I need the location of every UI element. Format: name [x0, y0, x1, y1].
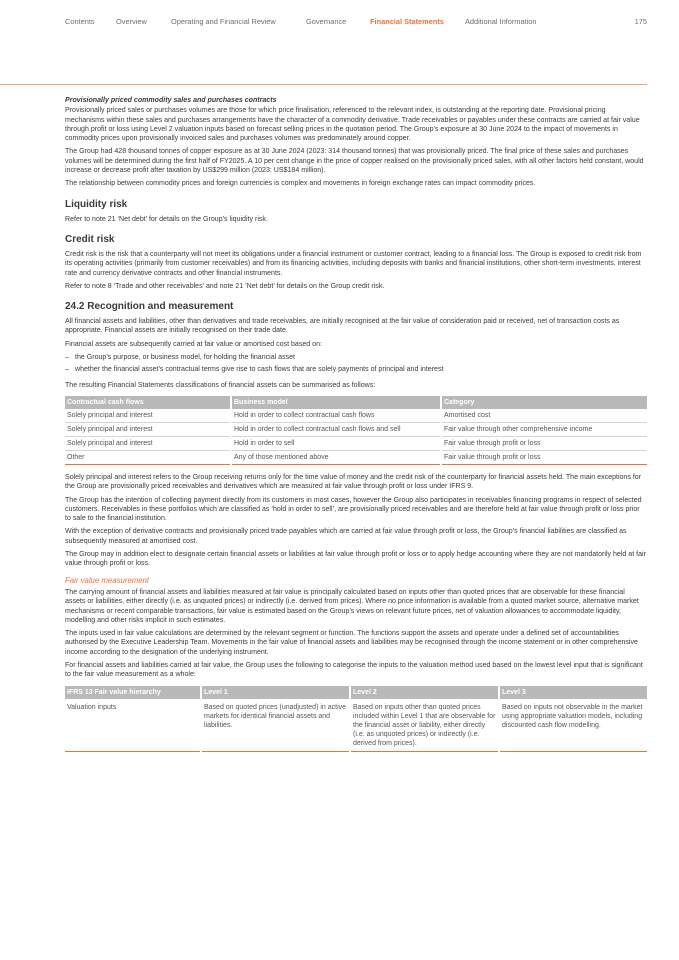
table-cell: Fair value through profit or loss [441, 450, 647, 464]
nav-additional-information[interactable]: Additional Information [465, 17, 537, 26]
nav-overview[interactable]: Overview [116, 17, 147, 26]
table-header-cell: Level 1 [201, 686, 350, 699]
liquidity-risk-heading: Liquidity risk [65, 198, 128, 210]
table-cell: Hold in order to sell [231, 436, 441, 450]
table-row [65, 436, 647, 450]
table-header-cell: Category [441, 396, 647, 409]
page-content [65, 96, 647, 752]
list-item: – the Group’s purpose, or business model, for holding the financial asset [65, 353, 647, 362]
credit-risk-paragraph-2: Refer to note 8 ‘Trade and other receivables’ and note 21 ‘Net debt’ for details on the Group credit risk. [65, 282, 385, 290]
table-cell: Valuation inputs [65, 699, 201, 752]
recognition-measurement-heading: 24.2 Recognition and measurement [65, 301, 234, 313]
after-table-paragraph-4: The Group may in addition elect to designate certain financial assets or liabilities at fair value through profit or loss or to apply hedge accounting where they are not mandatorily held at fair value through profit or loss. [65, 551, 646, 568]
list-item: – whether the financial asset’s contractual terms give rise to cash flows that are solely payments of principal and interest [65, 365, 647, 374]
after-table-paragraph-3: With the exception of derivative contracts and provisionally priced trade payables which are carried at fair value through profit or loss, the Group’s financial liabilities are classified as subsequently measured at amortised cost. [65, 528, 627, 545]
page-number: 175 [634, 17, 647, 26]
recognition-bullet-list [65, 353, 647, 375]
fair-value-hierarchy-table [65, 686, 647, 752]
table-cell: Other [65, 450, 231, 464]
table-header-cell: Contractual cash flows [65, 396, 231, 409]
table-row [65, 699, 647, 752]
recognition-paragraph-3: The resulting Financial Statements classifications of financial assets can be summarised as follows: [65, 381, 376, 389]
fair-value-heading: Fair value measurement [65, 575, 150, 585]
provisional-pricing-paragraph-2: The Group had 428 thousand tonnes of copper exposure as at 30 June 2024 (2023: 314 thousand tonnes) that was provisionally priced. The final price of these sales and purchases volumes will be determined during the first half of FY2025. A 10 per cent change in the price of copper realised on the provisionally priced sales, with all other factors held constant, would increase or decrease profit after taxation by US$299 million (2023: US$184 million). [65, 148, 644, 175]
nav-operating-financial-review[interactable]: Operating and Financial Review [171, 17, 276, 26]
table-row [65, 450, 647, 464]
table-cell: Any of those mentioned above [231, 450, 441, 464]
liquidity-risk-paragraph: Refer to note 21 ‘Net debt’ for details on the Group’s liquidity risk. [65, 215, 268, 223]
credit-risk-paragraph-1: Credit risk is the risk that a counterparty will not meet its obligations under a financial instrument or customer contract, leading to a financial loss. The Group is exposed to credit risk from its operating activities (primarily from customer receivables) and from its financing activities, including deposits with banks and financial institutions, other short-term investments, interest rate and currency derivative contracts and other financial instruments. [65, 250, 642, 277]
nav-governance[interactable]: Governance [306, 17, 347, 26]
after-table-paragraph-2: The Group has the intention of collecting payment directly from its customers in most cases, however the Group also participates in receivables financing programs in respect of selected customers. Receivables in these portfolios which are classified as ‘hold in order to sell’, are provisionally priced receivables and are therefore held at fair value through profit or loss prior to sale to the financial institution. [65, 496, 642, 523]
credit-risk-heading: Credit risk [65, 233, 115, 245]
table-cell: Solely principal and interest [65, 422, 231, 436]
table-cell: Fair value through other comprehensive income [441, 422, 647, 436]
table-cell: Based on inputs not observable in the market using appropriate valuation models, including discounted cash flow modelling. [499, 699, 647, 752]
table-header-cell: Level 3 [499, 686, 647, 699]
recognition-paragraph-2: Financial assets are subsequently carried at fair value or amortised cost based on: [65, 340, 322, 348]
table-row [65, 422, 647, 436]
table-cell: Fair value through profit or loss [441, 436, 647, 450]
table-header-cell: Level 2 [350, 686, 499, 699]
table-header-row [65, 686, 647, 699]
table-cell: Based on quoted prices (unadjusted) in active markets for identical financial assets and liabilities. [201, 699, 350, 752]
nav-financial-statements[interactable]: Financial Statements [370, 17, 444, 26]
table-cell: Hold in order to collect contractual cash flows [231, 409, 441, 423]
provisional-pricing-paragraph-3: The relationship between commodity prices and foreign currencies is complex and movements in foreign exchange rates can impact commodity prices. [65, 180, 536, 188]
fair-value-paragraph-1: The carrying amount of financial assets and liabilities measured at fair value is principally calculated based on inputs other than quoted prices that are observable for these financial assets or liabilities, either directly (i.e. as unquoted prices) or indirectly (i.e. derived from prices). Where no price information is available from a quoted market source, alternative market mechanisms or recent comparable transactions, fair value is estimated based on the Group’s views on relevant future prices, net of valuation allowances to accommodate liquidity, modelling and other risks implicit in such estimates. [65, 588, 639, 624]
table-cell: Solely principal and interest [65, 436, 231, 450]
after-table-paragraph-1: Solely principal and interest refers to the Group receiving returns only for the time value of money and the credit risk of the counterparty for financial assets held. The main exceptions for the Group are provisionally priced receivables and derivatives which are measured at fair value through profit or loss under IFRS 9. [65, 473, 642, 491]
fair-value-paragraph-2: The inputs used in fair value calculations are determined by the relevant segment or function. The functions support the assets and operate under a defined set of accountabilities authorised by the Executive Leadership Team. Movements in the fair value of financial assets and liabilities may be recognised through the income statement or in other comprehensive income according to the designation of the underlying instrument. [65, 630, 638, 656]
table-cell: Solely principal and interest [65, 409, 231, 423]
table-header-cell: IFRS 13 Fair value hierarchy [65, 686, 201, 699]
provisional-pricing-paragraph-1: Provisionally priced sales or purchases volumes are those for which price finalisation, referenced to the relevant index, is outstanding at the reporting date. Provisional pricing mechanisms within these sales and purchases arrangements have the character of a commodity derivative. Trade receivables or payables under these contracts are carried at fair value through profit or loss using Level 2 valuation inputs based on forecast selling prices in the quotation period. The Group’s exposure at 30 June 2024 to the impact of movements in commodity prices upon provisionally invoiced sales and purchases volumes was predominately around copper. [65, 107, 640, 143]
top-navigation [65, 17, 647, 29]
table-row [65, 409, 647, 423]
provisional-pricing-heading: Provisionally priced commodity sales and purchases contracts [65, 97, 277, 104]
header-divider [0, 84, 647, 85]
classification-table [65, 396, 647, 465]
recognition-paragraph-1: All financial assets and liabilities, other than derivatives and trade receivables, are initially recognised at the fair value of consideration paid or received, net of transaction costs as appropriate. Financial assets are initially recognised on their trade date. [65, 318, 620, 335]
fair-value-paragraph-3: For financial assets and liabilities carried at fair value, the Group uses the following to categorise the inputs to the valuation method used based on the lowest level input that is significant to the fair value measurement as a whole: [65, 661, 643, 679]
table-cell: Amortised cost [441, 409, 647, 423]
table-cell: Based on inputs other than quoted prices included within Level 1 that are observable for the financial asset or liability, either directly (i.e. as unquoted prices) or indirectly (i.e. derived from prices). [350, 699, 499, 752]
table-header-cell: Business model [231, 396, 441, 409]
table-header-row [65, 396, 647, 409]
table-cell: Hold in order to collect contractual cash flows and sell [231, 422, 441, 436]
nav-contents[interactable]: Contents [65, 17, 95, 26]
